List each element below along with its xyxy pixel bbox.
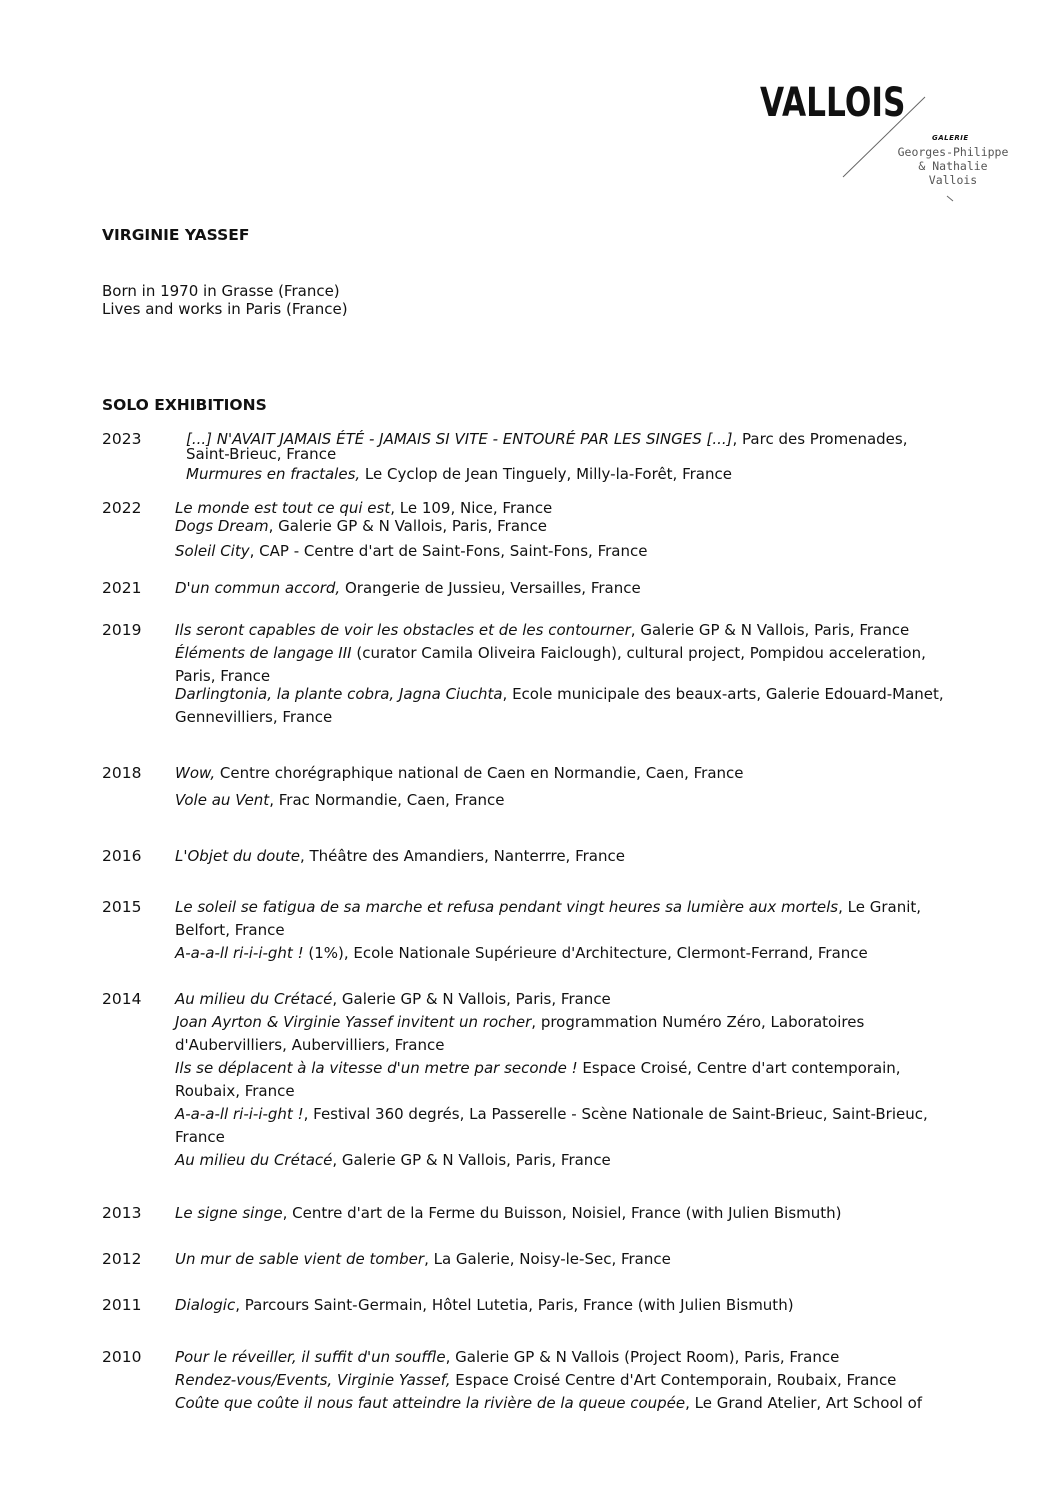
exhibition-entry-line xyxy=(175,1392,922,1415)
exhibition-year: 2023 xyxy=(102,430,142,448)
exhibition-entry-line xyxy=(175,1248,671,1271)
exhibition-venue: , Ecole municipale des beaux-arts, Galerie Edouard-Manet, xyxy=(502,685,944,703)
exhibition-venue: , Galerie GP & N Vallois, Paris, France xyxy=(332,990,611,1008)
exhibition-venue: Orangerie de Jussieu, Versailles, France xyxy=(340,579,641,597)
exhibition-venue: Centre chorégraphique national de Caen en Normandie, Caen, France xyxy=(215,764,744,782)
section-heading: SOLO EXHIBITIONS xyxy=(102,396,267,414)
exhibition-title: Au milieu du Crétacé xyxy=(175,990,333,1008)
exhibition-title: Le soleil se fatigua de sa marche et refusa pendant vingt heures sa lumière aux mortels xyxy=(175,898,839,916)
exhibition-title: Murmures en fractales, xyxy=(186,465,361,483)
exhibition-title: Darlingtonia, la plante cobra, Jagna Ciuchta xyxy=(175,685,503,703)
exhibition-title: Wow, xyxy=(175,764,216,782)
artist-birth-info: Born in 1970 in Grasse (France) xyxy=(102,282,340,300)
exhibition-entry-line xyxy=(175,845,625,868)
exhibition-entry-line xyxy=(175,515,547,538)
exhibition-title: Ils seront capables de voir les obstacles et de les contourner xyxy=(175,621,631,639)
exhibition-entry-line xyxy=(175,1202,842,1225)
exhibition-venue: France xyxy=(175,1128,225,1146)
exhibition-year: 2014 xyxy=(102,990,142,1008)
exhibition-entry-line xyxy=(175,706,332,729)
logo-name-line: & Nathalie xyxy=(918,159,988,173)
exhibition-title: Dogs Dream xyxy=(175,517,269,535)
exhibition-entry-line xyxy=(175,683,944,706)
exhibition-title: Soleil City xyxy=(175,542,250,560)
exhibition-venue: Saint-Brieuc, France xyxy=(186,445,337,463)
exhibition-year: 2016 xyxy=(102,847,142,865)
exhibition-title: [...] N'AVAIT JAMAIS ÉTÉ - JAMAIS SI VITE - ENTOURÉ PAR LES SINGES [...] xyxy=(186,430,733,448)
exhibition-title: Joan Ayrton & Virginie Yassef invitent un rocher xyxy=(175,1013,532,1031)
logo-tick-mark xyxy=(946,195,956,203)
exhibition-entry-line xyxy=(175,1369,896,1392)
exhibition-year: 2015 xyxy=(102,898,142,916)
gallery-logo-title: VALLOIS xyxy=(760,80,906,126)
exhibition-year: 2010 xyxy=(102,1348,142,1366)
exhibition-title: Le signe singe xyxy=(175,1204,283,1222)
exhibition-venue: , Théâtre des Amandiers, Nanterrre, France xyxy=(299,847,625,865)
exhibition-venue: Belfort, France xyxy=(175,921,285,939)
exhibition-title: A-a-a-ll ri-i-i-ght ! xyxy=(175,944,304,962)
exhibition-venue: , Parcours Saint-Germain, Hôtel Lutetia, Paris, France (with Julien Bismuth) xyxy=(235,1296,794,1314)
logo-name-line: Vallois xyxy=(928,173,978,187)
exhibition-entry-line xyxy=(175,577,641,600)
exhibition-venue: , Galerie GP & N Vallois (Project Room), Paris, France xyxy=(445,1348,840,1366)
exhibition-entry-line xyxy=(175,1294,794,1317)
exhibition-entry-line xyxy=(175,1011,864,1034)
exhibition-venue: Espace Croisé Centre d'Art Contemporain, Roubaix, France xyxy=(450,1371,897,1389)
exhibition-title: Pour le réveiller, il suffit d'un souffle xyxy=(175,1348,446,1366)
exhibition-venue: , Festival 360 degrés, La Passerelle - Scène Nationale de Saint-Brieuc, Saint-Brieuc, xyxy=(303,1105,928,1123)
exhibition-venue: Le Cyclop de Jean Tinguely, Milly-la-Forêt, France xyxy=(360,465,732,483)
exhibition-entry-line xyxy=(175,1034,444,1057)
exhibition-title: L'Objet du doute xyxy=(175,847,300,865)
exhibition-venue: , La Galerie, Noisy-le-Sec, France xyxy=(424,1250,671,1268)
exhibition-entry-line xyxy=(175,1057,901,1080)
exhibition-venue: , Le 109, Nice, France xyxy=(390,499,553,517)
exhibition-entry-line xyxy=(175,896,921,919)
exhibition-title: D'un commun accord, xyxy=(175,579,341,597)
exhibition-year: 2012 xyxy=(102,1250,142,1268)
exhibition-year: 2018 xyxy=(102,764,142,782)
exhibition-entry-line xyxy=(175,1103,928,1126)
exhibition-entry-line xyxy=(175,540,647,563)
exhibition-venue: Roubaix, France xyxy=(175,1082,295,1100)
exhibition-venue: Paris, France xyxy=(175,667,271,685)
exhibition-title: Vole au Vent xyxy=(175,791,270,809)
exhibition-year: 2021 xyxy=(102,579,142,597)
exhibition-venue: (curator Camila Oliveira Faiclough), cultural project, Pompidou acceleration, xyxy=(351,644,926,662)
exhibition-title: Le monde est tout ce qui est xyxy=(175,499,391,517)
exhibition-year: 2013 xyxy=(102,1204,142,1222)
exhibition-venue: , Galerie GP & N Vallois, Paris, France xyxy=(268,517,548,535)
exhibition-title: Rendez-vous/Events, Virginie Yassef, xyxy=(175,1371,451,1389)
exhibition-title: Coûte que coûte il nous faut atteindre la rivière de la queue coupée xyxy=(175,1394,686,1412)
exhibition-venue: Gennevilliers, France xyxy=(175,708,333,726)
exhibition-title: Un mur de sable vient de tomber xyxy=(175,1250,425,1268)
exhibition-entry-line xyxy=(175,642,926,665)
exhibition-entry-line xyxy=(175,1080,295,1103)
exhibition-entry-line xyxy=(175,619,909,642)
exhibition-entry-line xyxy=(175,1346,839,1369)
artist-residence-info: Lives and works in Paris (France) xyxy=(102,300,348,318)
exhibition-title: Ils se déplacent à la vitesse d'un metre par seconde ! xyxy=(175,1059,578,1077)
exhibition-entry-line xyxy=(175,762,744,785)
exhibition-entry-line xyxy=(175,1149,611,1172)
exhibition-title: A-a-a-ll ri-i-i-ght ! xyxy=(175,1105,304,1123)
logo-galerie-label: GALERIE xyxy=(932,134,969,142)
exhibition-title: Éléments de langage III xyxy=(175,644,352,662)
exhibition-venue: , Le Granit, xyxy=(838,898,922,916)
exhibition-entry-line xyxy=(175,1126,225,1149)
exhibition-year: 2011 xyxy=(102,1296,142,1314)
exhibition-title: Dialogic xyxy=(175,1296,236,1314)
exhibition-venue: (1%), Ecole Nationale Supérieure d'Architecture, Clermont-Ferrand, France xyxy=(303,944,868,962)
exhibition-title: Au milieu du Crétacé xyxy=(175,1151,333,1169)
exhibition-venue: , Le Grand Atelier, Art School of xyxy=(685,1394,923,1412)
exhibition-venue: , Galerie GP & N Vallois, Paris, France xyxy=(630,621,910,639)
exhibition-venue: Espace Croisé, Centre d'art contemporain, xyxy=(577,1059,901,1077)
exhibition-venue: , Parc des Promenades, xyxy=(732,430,908,448)
exhibition-venue: , Galerie GP & N Vallois, Paris, France xyxy=(332,1151,611,1169)
exhibition-venue: , programmation Numéro Zéro, Laboratoires xyxy=(531,1013,865,1031)
exhibition-entry-line xyxy=(186,463,732,486)
exhibition-entry-line xyxy=(175,919,285,942)
artist-name: VIRGINIE YASSEF xyxy=(102,226,250,244)
exhibition-entry-line xyxy=(175,789,505,812)
exhibition-entry-line xyxy=(175,942,868,965)
exhibition-year: 2022 xyxy=(102,499,142,517)
exhibition-year: 2019 xyxy=(102,621,142,639)
exhibition-venue: , Frac Normandie, Caen, France xyxy=(269,791,505,809)
exhibition-venue: , CAP - Centre d'art de Saint-Fons, Saint-Fons, France xyxy=(249,542,648,560)
exhibition-entry-line xyxy=(175,988,611,1011)
exhibition-venue: , Centre d'art de la Ferme du Buisson, Noisiel, France (with Julien Bismuth) xyxy=(282,1204,842,1222)
logo-name-line: Georges-Philippe xyxy=(897,145,1009,159)
exhibition-venue: d'Aubervilliers, Aubervilliers, France xyxy=(175,1036,445,1054)
